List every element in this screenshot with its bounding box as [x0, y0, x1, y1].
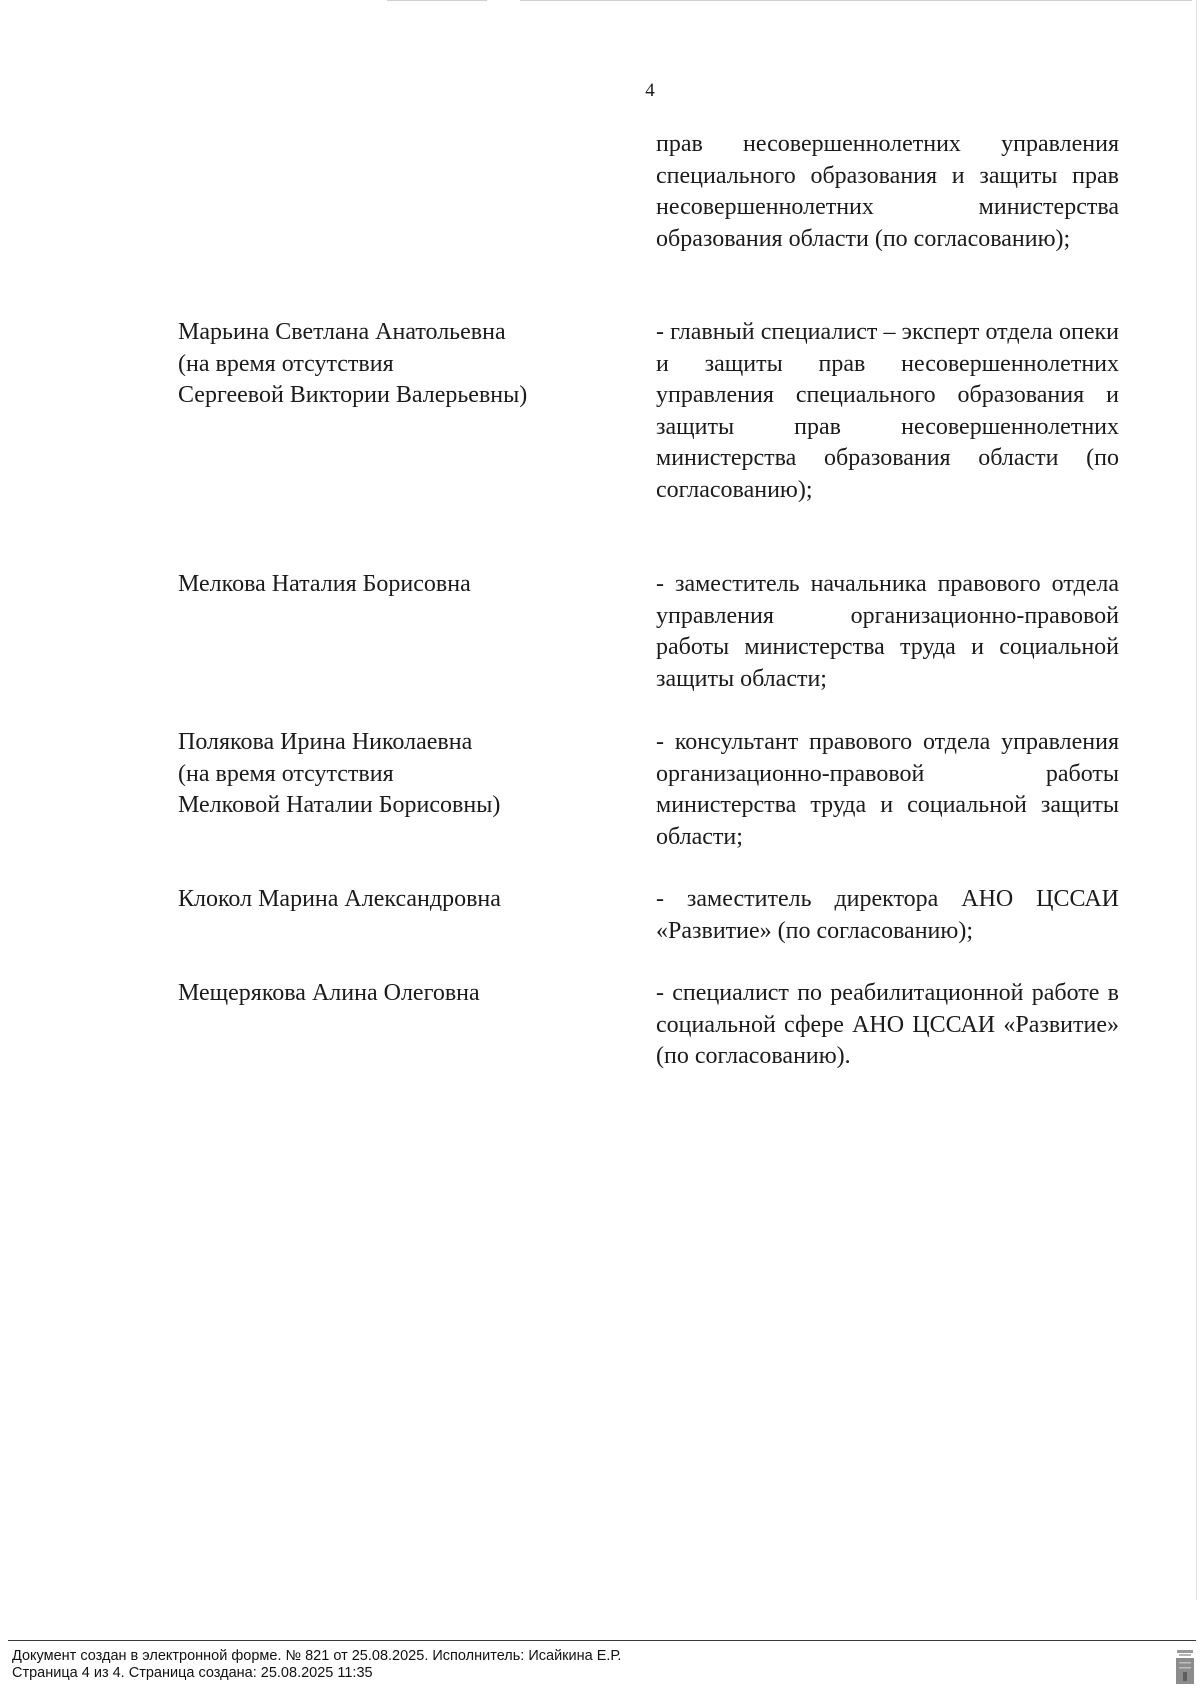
entry-name	[178, 317, 618, 412]
page-number: 4	[645, 80, 655, 101]
footer-page-info: Страница 4 из 4. Страница создана: 25.08.2025 11:35	[12, 1665, 373, 1681]
name-line: Сергеевой Виктории Валерьевны)	[178, 382, 528, 408]
entry-role: - консультант правового отдела управления организационно-правовой работы министерства труда и социальной защиты области;	[656, 729, 1119, 850]
entry-role: - главный специалист – эксперт отдела опеки и защиты прав несовершеннолетних управления специального образования и защиты прав несовершеннолетних министерства образования области (по согласованию);	[656, 319, 1119, 503]
footer-divider	[8, 1640, 1196, 1641]
footer-document-info: Документ создан в электронной форме. № 821 от 25.08.2025. Исполнитель: Исайкина Е.Р.	[12, 1648, 622, 1664]
name-line: Мещерякова Алина Олеговна	[178, 980, 480, 1006]
name-line: Марьина Светлана Анатольевна	[178, 319, 506, 345]
name-line: (на время отсутствия	[178, 350, 394, 377]
name-line: Клокол Марина Александровна	[178, 886, 501, 912]
entry-name	[178, 884, 618, 916]
document-footer	[12, 1648, 621, 1682]
entry-name	[178, 727, 618, 822]
entry-name	[178, 569, 618, 601]
name-line: Полякова Ирина Николаевна	[178, 729, 473, 755]
entry-role: прав несовершеннолетних управления специального образования и защиты прав несовершеннолетних министерства образования области (по согласованию);	[656, 131, 1119, 252]
entry-role: - специалист по реабилитационной работе в социальной сфере АНО ЦССАИ «Развитие» (по согласованию).	[656, 980, 1119, 1069]
entry-role: - заместитель начальника правового отдела управления организационно-правовой работы министерства труда и социальной защиты области;	[656, 571, 1119, 692]
entry-role: - заместитель директора АНО ЦССАИ «Развитие» (по согласованию);	[656, 886, 1119, 944]
entry-name	[178, 978, 618, 1010]
name-line: Мелковой Наталии Борисовны)	[178, 792, 501, 818]
document-stamp-icon	[1176, 1650, 1194, 1684]
name-line: Мелкова Наталия Борисовна	[178, 571, 471, 597]
name-line: (на время отсутствия	[178, 760, 394, 787]
